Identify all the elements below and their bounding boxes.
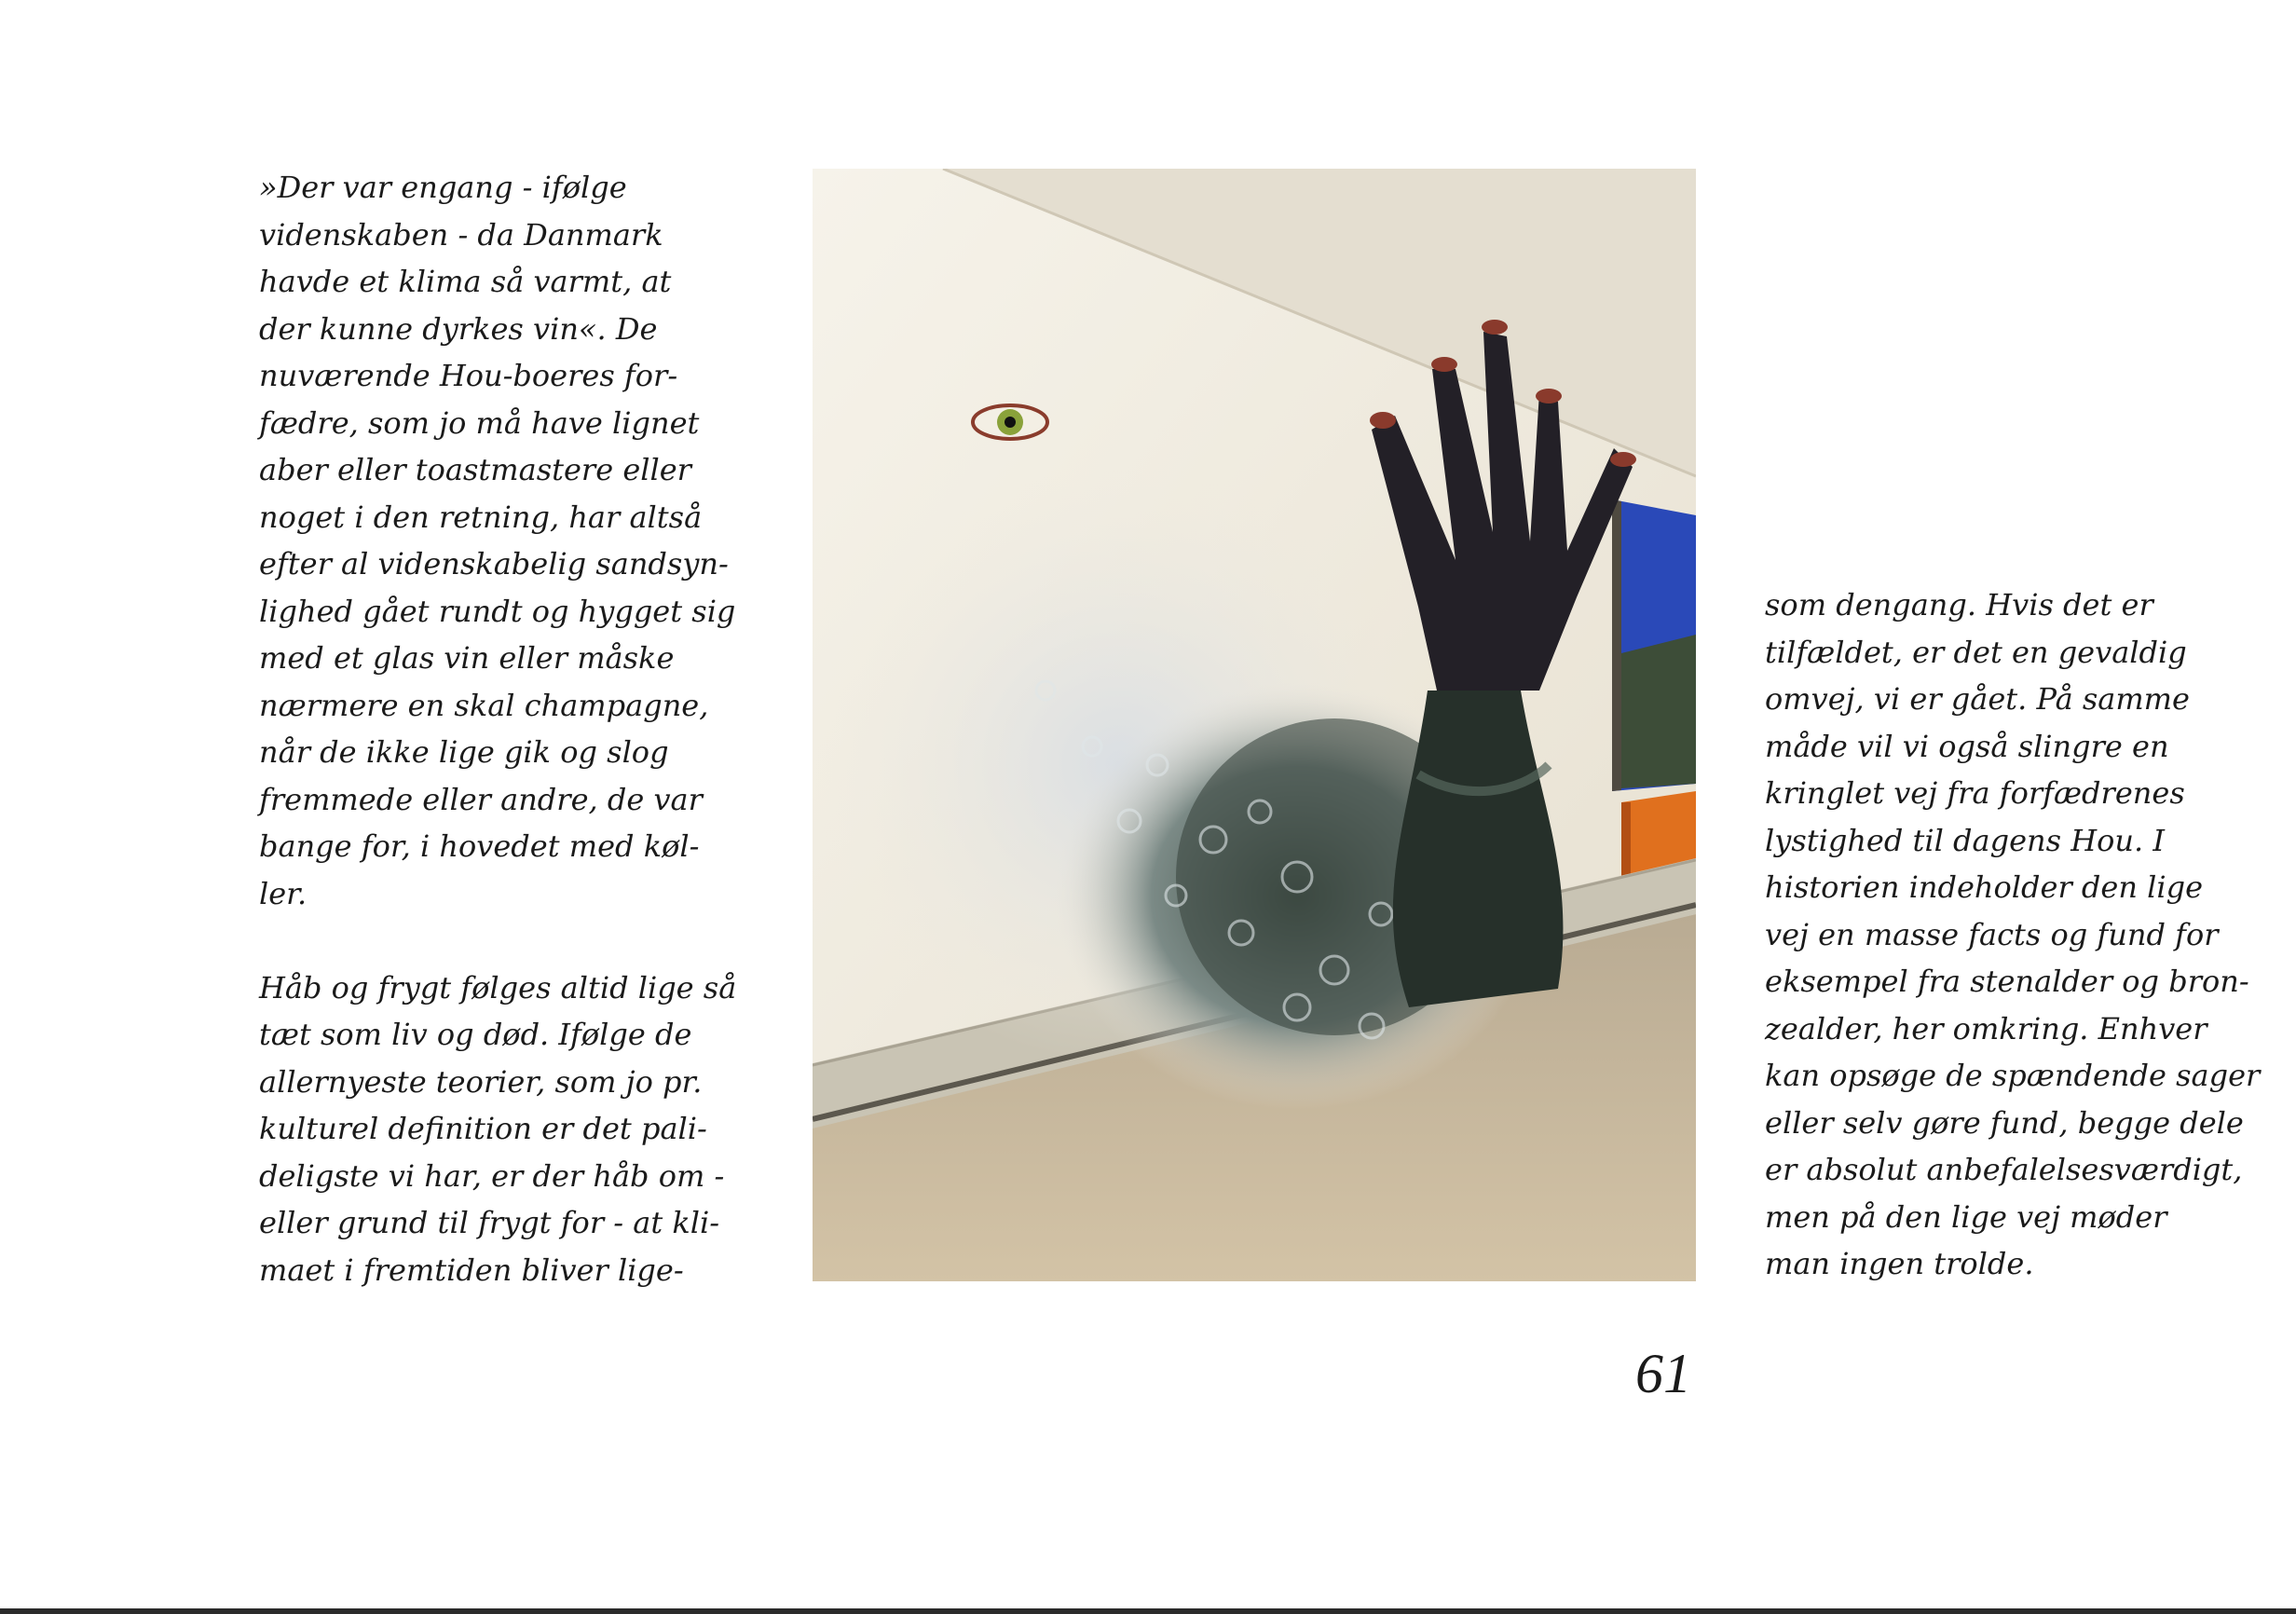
right-column-line: men på den lige vej møder — [1765, 1198, 2167, 1235]
right-column-line: eksempel fra stenalder og bron- — [1765, 964, 2249, 999]
paragraph-2-line: Håb og frygt følges altid lige så — [259, 969, 737, 1005]
paragraph-2-line: eller grund til frygt for - at kli- — [259, 1205, 720, 1240]
paragraph-1-line: nuværende Hou-boeres for- — [259, 358, 678, 393]
paragraph-1-line: ler. — [259, 875, 308, 911]
right-column-line: omvej, vi er gået. På samme — [1765, 681, 2190, 717]
paragraph-1-line: fremmede eller andre, de var — [259, 781, 703, 817]
page-edge — [0, 1608, 2296, 1614]
paragraph-2-line: maet i fremtiden bliver lige- — [259, 1252, 684, 1288]
right-column-line: man ingen trolde. — [1765, 1246, 2034, 1281]
paragraph-1-line: videnskaben - da Danmark — [259, 216, 663, 253]
right-column-line: tilfældet, er det en gevaldig — [1765, 634, 2187, 670]
right-column-line: eller selv gøre fund, begge dele — [1765, 1104, 2244, 1141]
right-column-line: zealder, her omkring. Enhver — [1765, 1010, 2207, 1046]
right-column-line: kan opsøge de spændende sager — [1765, 1058, 2261, 1093]
right-column-line: kringlet vej fra forfædrenes — [1765, 775, 2185, 811]
paragraph-1-line: med et glas vin eller måske — [259, 640, 675, 676]
paragraph-1-line: efter al videnskabelig sandsyn- — [259, 546, 729, 581]
page-number: 61 — [1635, 1343, 1691, 1404]
left-text-column — [259, 164, 736, 1293]
right-column-line: måde vil vi også slingre en — [1765, 728, 2169, 764]
paragraph-2-line: deligste vi har, er der håb om - — [259, 1157, 725, 1194]
right-column-line: som dengang. Hvis det er — [1765, 587, 2153, 622]
right-column-line: historien indeholder den lige — [1765, 869, 2203, 905]
paragraph-1-line: når de ikke lige gik og slog — [259, 734, 669, 770]
paragraph-gap — [259, 917, 736, 964]
paragraph-2-line: kulturel definition er det pali- — [259, 1111, 707, 1146]
paragraph-2-line: allernyeste teorier, som jo pr. — [259, 1063, 703, 1100]
paragraph-1-line: fædre, som jo må have lignet — [259, 404, 700, 441]
paragraph-2-line: tæt som liv og død. Ifølge de — [259, 1017, 692, 1052]
paragraph-1-line: der kunne dyrkes vin«. De — [259, 310, 658, 347]
right-text-column — [1765, 581, 2260, 1288]
paragraph-1-line: havde et klima så varmt, at — [259, 264, 672, 299]
paragraph-1-line: lighed gået rundt og hygget sig — [259, 593, 736, 629]
paragraph-1-line: bange for, i hovedet med køl- — [259, 828, 700, 864]
paragraph-1-line: nærmere en skal champagne, — [259, 687, 709, 723]
mural-photo — [813, 169, 1696, 1281]
paragraph-1-line: noget i den retning, har altså — [259, 499, 703, 535]
right-column-line: lystighed til dagens Hou. I — [1765, 822, 2165, 858]
right-column-line: vej en masse facts og fund for — [1765, 916, 2219, 952]
paragraph-1-line: aber eller toastmastere eller — [259, 452, 691, 487]
paragraph-1-line: »Der var engang - ifølge — [259, 170, 627, 205]
right-column-line: er absolut anbefalelsesværdigt, — [1765, 1152, 2243, 1187]
